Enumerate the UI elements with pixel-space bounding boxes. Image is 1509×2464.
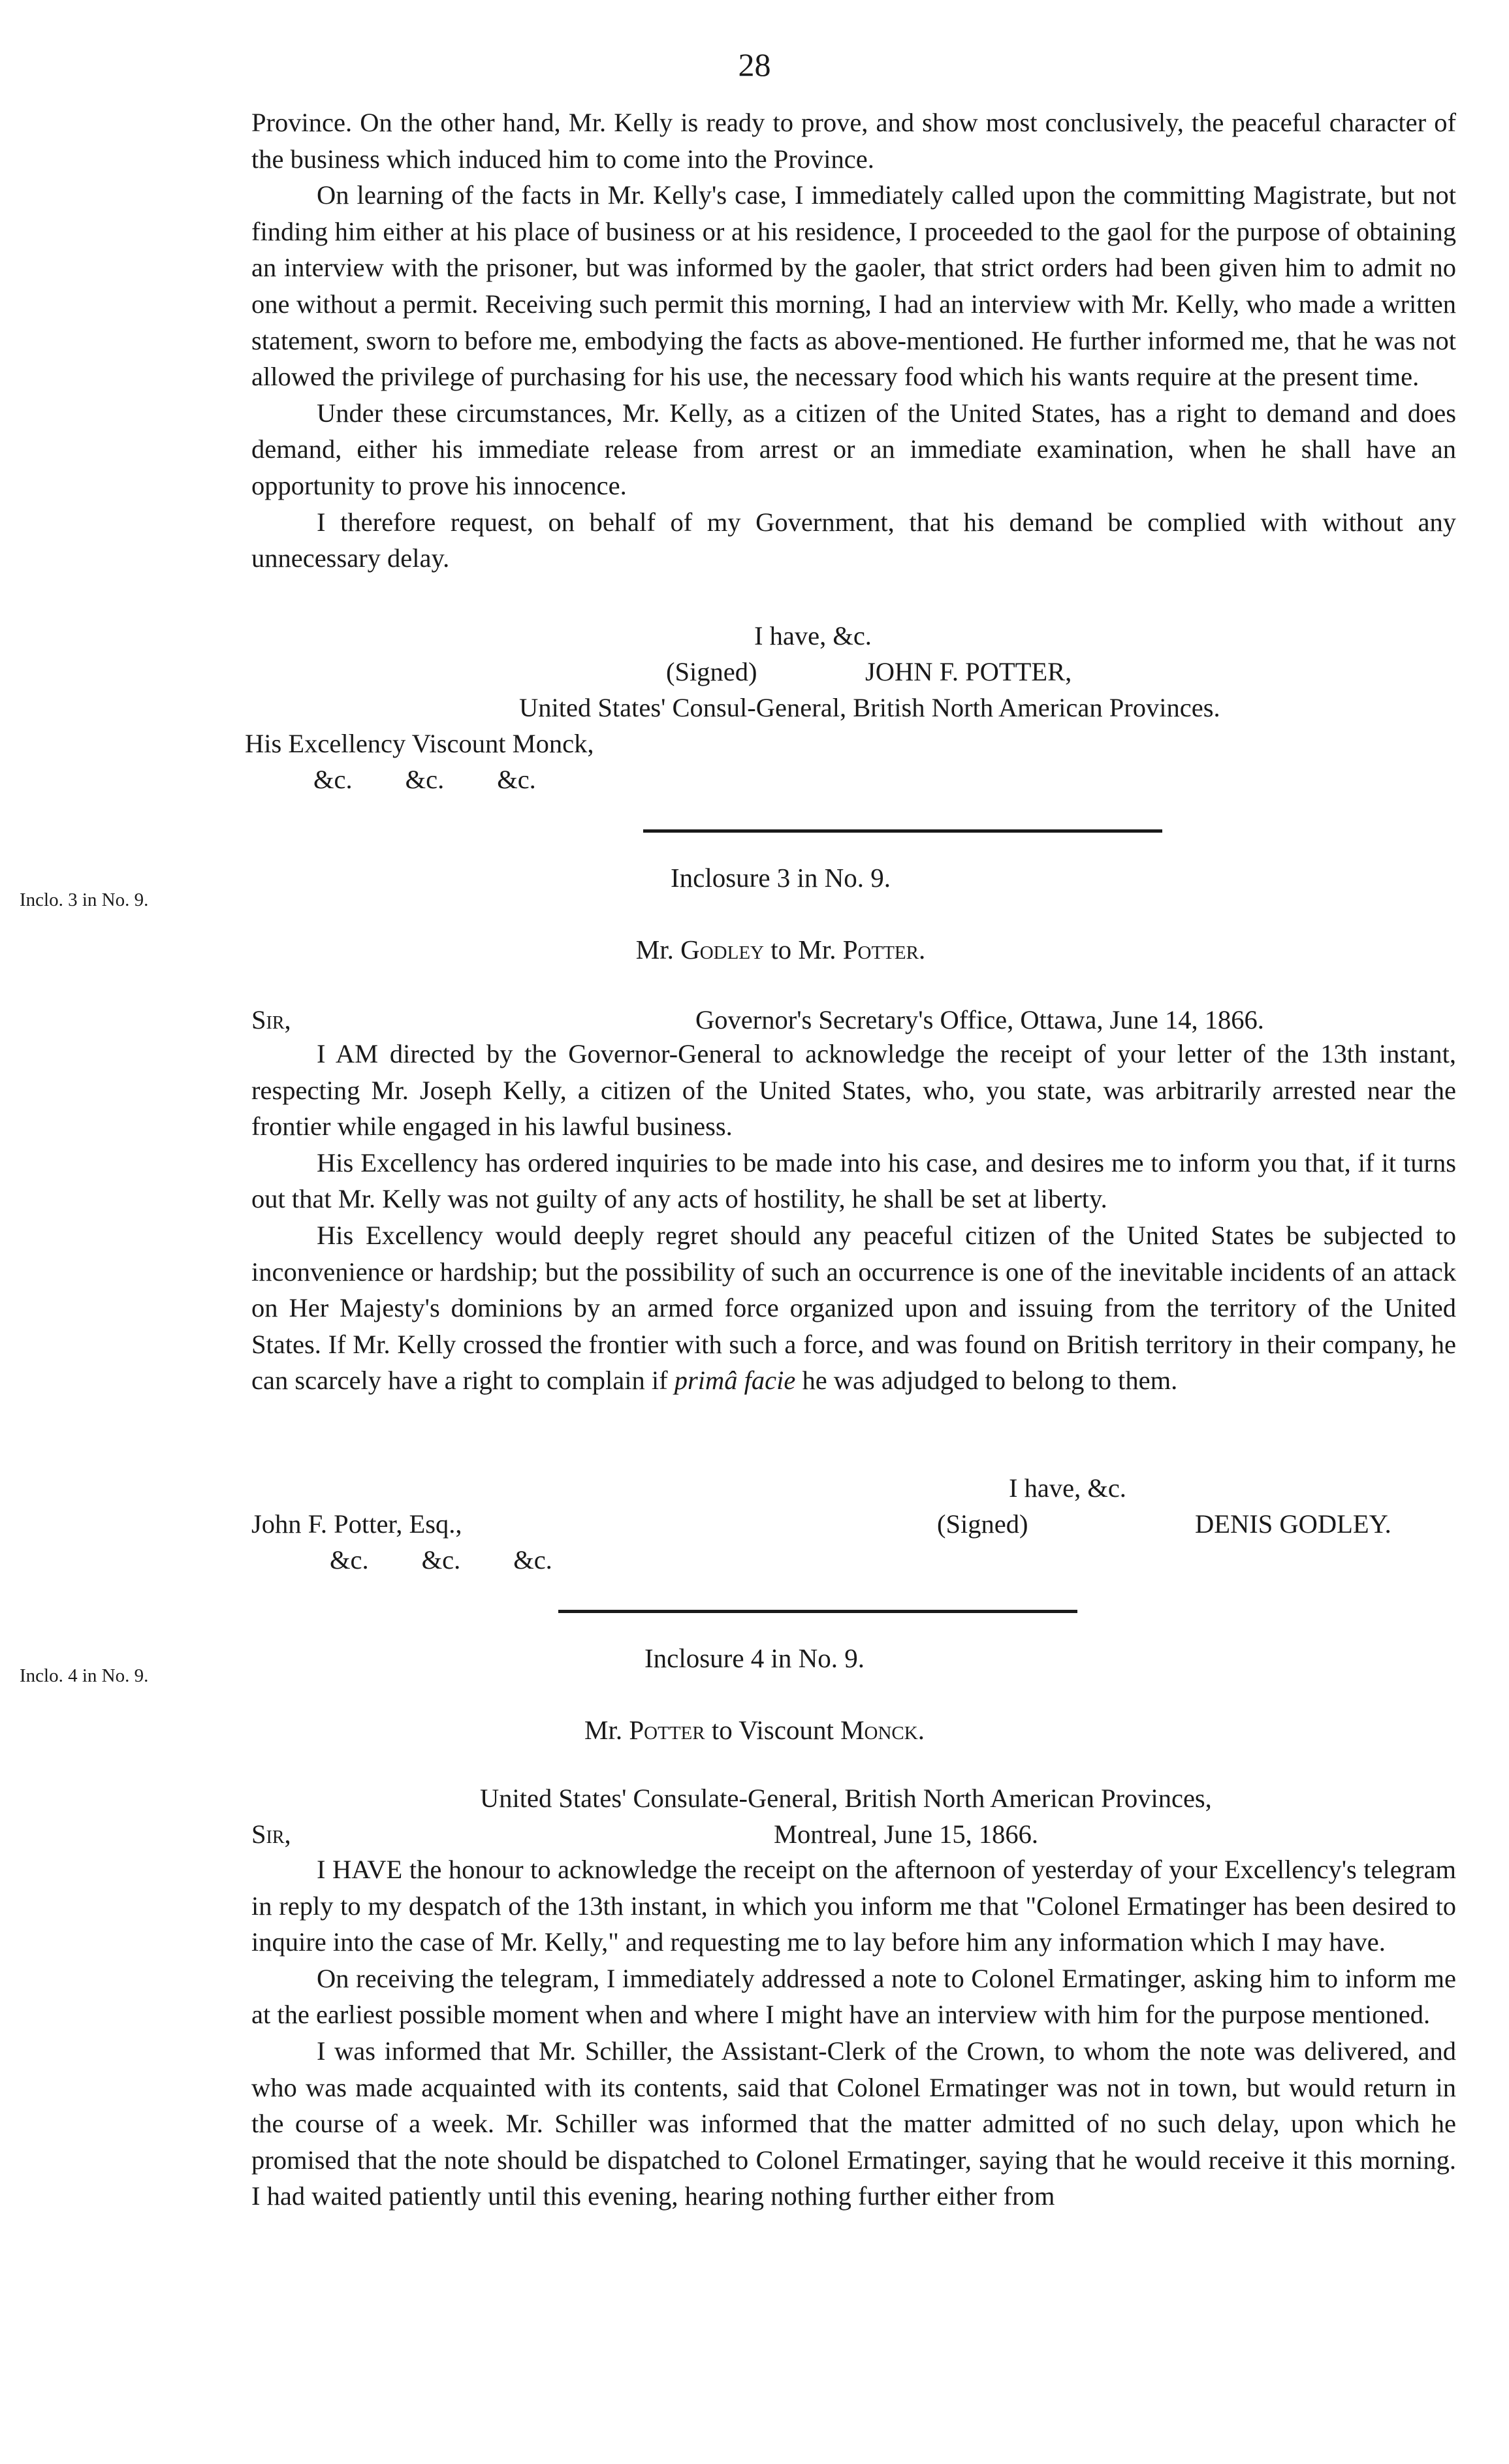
signed-label: (Signed) [666, 657, 757, 686]
paragraph: His Excellency would deeply regret should any peaceful citizen of the United States be subjected to inconvenience or hardship; but the possibility of such an occurrence is one of the inevitable incidents of an attack on Her Majesty's dominions by an armed force organized upon and issuing from the territory of the United States. If Mr. Kelly crossed the frontier with such a force, and was found on British territory in their company, he can scarcely have a right to complain if primâ facie he was adjudged to belong to them. [251, 1220, 1456, 1396]
addressee-etc: &c. &c. &c. [330, 1545, 552, 1575]
letter-continuation [251, 104, 1456, 577]
salutation: Sir, [251, 1005, 291, 1034]
page-number: 28 [738, 46, 771, 83]
dateline: Montreal, June 15, 1866. [774, 1819, 1038, 1849]
inclosure-title: Inclosure 4 in No. 9. [644, 1643, 865, 1673]
salutation: Sir, [251, 1819, 291, 1849]
paragraph: On receiving the telegram, I immediately addressed a note to Colonel Ermatinger, asking him to inform me at the earliest possible moment when and where I might have an interview with him for the purpose mentioned. [251, 1963, 1456, 2030]
paragraph: His Excellency has ordered inquiries to be made into his case, and desires me to inform you that, if it turns out that Mr. Kelly was not guilty of any acts of hostility, he shall be set at liberty. [251, 1147, 1456, 1214]
addressee: His Excellency Viscount Monck, [245, 729, 594, 758]
letter-heading: Mr. Potter to Viscount Monck. [584, 1715, 925, 1745]
consulate-header: United States' Consulate-General, British North American Provinces, [480, 1784, 1212, 1813]
inclosure-title: Inclosure 3 in No. 9. [670, 863, 891, 893]
signer-name: DENIS GODLEY. [1195, 1509, 1391, 1539]
addressee: John F. Potter, Esq., [251, 1509, 462, 1539]
section-divider [643, 829, 1162, 833]
section-divider [558, 1610, 1077, 1613]
signed-label: (Signed) [937, 1509, 1028, 1539]
closing: I have, &c. [754, 621, 872, 650]
paragraph: Province. On the other hand, Mr. Kelly is ready to prove, and show most conclusively, the peaceful character of the business which induced him to come into the Province. [251, 108, 1456, 174]
letter-heading: Mr. Godley to Mr. Potter. [635, 935, 926, 965]
inclosure4-body [251, 1851, 1456, 2215]
margin-note: Inclo. 3 in No. 9. [20, 889, 149, 910]
paragraph: I AM directed by the Governor-General to acknowledge the receipt of your letter of the 13th instant, respecting Mr. Joseph Kelly, a citizen of the United States, who, you state, was arbitrarily arrested near the frontier while engaged in his lawful business. [251, 1039, 1456, 1142]
dateline: Governor's Secretary's Office, Ottawa, June 14, 1866. [695, 1005, 1264, 1034]
signer-title: United States' Consul-General, British North American Provinces. [519, 693, 1220, 722]
addressee-etc: &c. &c. &c. [313, 765, 536, 794]
paragraph: I was informed that Mr. Schiller, the Assistant-Clerk of the Crown, to whom the note was delivered, and who was made acquainted with its contents, said that Colonel Ermatinger was not in town, but would return in the course of a week. Mr. Schiller was informed that the matter admitted of no such delay, upon which he promised that the note should be dispatched to Colonel Ermatinger, saying that he would receive it this morning. I had waited patiently until this evening, hearing nothing further either from [251, 2036, 1456, 2211]
closing: I have, &c. [1009, 1473, 1126, 1503]
paragraph: Under these circumstances, Mr. Kelly, as a citizen of the United States, has a right to demand and does demand, either his immediate release from arrest or an immediate examination, when he shall have an opportunity to prove his innocence. [251, 398, 1456, 500]
paragraph: I HAVE the honour to acknowledge the receipt on the afternoon of yesterday of your Excellency's telegram in reply to my despatch of the 13th instant, in which you inform me that "Colonel Ermatinger has been desired to inquire into the case of Mr. Kelly," and requesting me to lay before him any information which I may have. [251, 1855, 1456, 1957]
paragraph: On learning of the facts in Mr. Kelly's case, I immediately called upon the committing Magistrate, but not finding him either at his place of business or at his residence, I proceeded to the gaol for the purpose of obtaining an interview with the prisoner, but was informed by the gaoler, that strict orders had been given him to admit no one without a permit. Receiving such permit this morning, I had an interview with Mr. Kelly, who made a written statement, sworn to before me, embodying the facts as above-mentioned. He further informed me, that he was not allowed the privilege of purchasing for his use, the necessary food which his wants require at the present time. [251, 180, 1456, 392]
paragraph: I therefore request, on behalf of my Government, that his demand be complied with without any unnecessary delay. [251, 507, 1456, 573]
inclosure3-body [251, 1036, 1456, 1399]
signer-name: JOHN F. POTTER, [865, 657, 1072, 686]
margin-note: Inclo. 4 in No. 9. [20, 1665, 149, 1686]
